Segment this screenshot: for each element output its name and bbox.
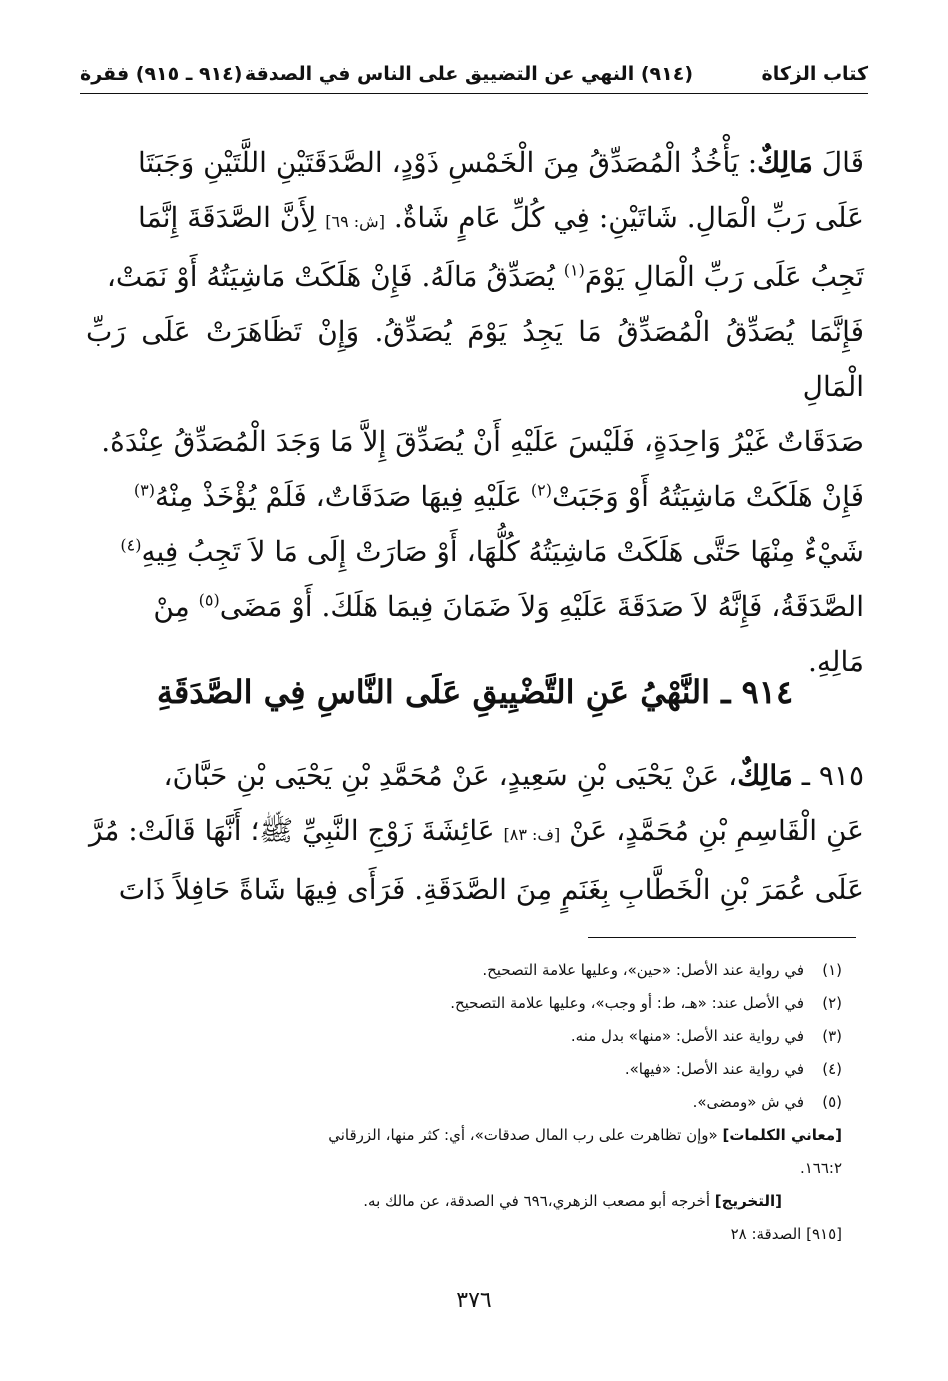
footnote-marker[interactable]: (٢) <box>530 480 552 500</box>
text-run: مِنْ <box>153 590 199 623</box>
text-run: عَلَيْهِ فِيهَا صَدَقَاتٌ، فَلَمْ يُؤْخَذْ مِنْهُ <box>154 480 531 513</box>
word-meanings-note <box>90 1119 842 1152</box>
header-chapter-title: (٩١٤) النهي عن التضييق على الناس في الصدقة <box>244 63 693 85</box>
text-run: عَائِشَةَ زَوْجِ النَّبِيِّ ﷺ؛ أَنَّهَا قَالَتْ: مُرَّ <box>88 814 504 847</box>
header-divider <box>80 93 868 94</box>
text-run: يُصَدِّقُ مَالَهُ. فَإِنْ هَلَكَتْ مَاشِيَتُهُ أَوْ نَمَتْ، <box>106 260 564 293</box>
text-run: قَالَ <box>812 146 864 179</box>
text-line <box>86 748 864 803</box>
hadith-paragraph <box>86 748 864 917</box>
text-run: تَجِبُ عَلَى رَبِّ الْمَالِ يَوْمَ <box>584 260 864 293</box>
text-line <box>86 190 864 249</box>
footnote-text: في رواية عند الأصل: «فيها». <box>624 1060 804 1078</box>
word-meanings-label: [معاني الكلمات] <box>722 1126 842 1144</box>
text-line: مَالِهِ. <box>808 645 864 678</box>
text-run: فَإِنْ هَلَكَتْ مَاشِيَتُهُ أَوْ وَجَبَتْ <box>551 480 864 513</box>
text-run: الصَّدَقَةُ، فَإِنَّهُ لاَ صَدَقَةَ عَلَيْهِ وَلاَ ضَمَانَ فِيمَا هَلَكَ. أَوْ مَضَى <box>219 590 864 623</box>
hadith-number: ٩١٥ ـ <box>792 759 864 792</box>
footnote-number: (٢) <box>822 994 842 1012</box>
text-line <box>86 249 864 304</box>
footnote-number: (٥) <box>822 1093 842 1111</box>
footnote-text: في رواية عند الأصل: «منها» بدل منه. <box>570 1027 804 1045</box>
footnote-text: في رواية عند الأصل: «حين»، وعليها علامة التصحيح. <box>482 961 804 979</box>
text-line <box>86 803 864 862</box>
footnote-item <box>90 1020 842 1053</box>
main-paragraph <box>86 135 864 689</box>
text-run: عَلَى رَبِّ الْمَالِ. شَاتَيْنِ: فِي كُلِّ عَامٍ شَاةٌ. <box>393 201 864 234</box>
text-run: : يَأْخُذُ الْمُصَدِّقُ مِنَ الْخَمْسِ ذَوْدٍ، الصَّدَقَتَيْنِ اللَّتَيْنِ وَجَبَتَا <box>137 146 758 179</box>
footnote-marker[interactable]: (١) <box>563 260 585 280</box>
takhrij-label: [التخريج] <box>714 1192 782 1210</box>
text-line <box>86 579 864 634</box>
narrator-name: مَالِكٌ <box>757 146 813 179</box>
header-book-title: كتاب الزكاة <box>761 63 868 85</box>
running-header <box>80 58 868 90</box>
word-meanings-continuation: ١٦٦:٢. <box>799 1159 842 1177</box>
footnote-text: في الأصل عند: «هـ، ط: أو وجب»، وعليها علامة التصحيح. <box>450 994 804 1012</box>
text-line: عَلَى عُمَرَ بْنِ الْخَطَّابِ بِغَنَمٍ مِنَ الصَّدَقَةِ. فَرَأَى فِيهَا شَاةً حَافِلاً ذَاتَ <box>118 873 864 906</box>
text-run: لِأَنَّ الصَّدَقَةَ إِنَّمَا <box>138 201 326 234</box>
footnote-number: (٤) <box>822 1060 842 1078</box>
text-line: صَدَقَاتٌ غَيْرُ وَاحِدَةٍ، فَلَيْسَ عَلَيْهِ أَنْ يُصَدِّقَ إِلاَّ مَا وَجَدَ الْمُصَدِّقُ عِنْدَهُ. <box>101 425 864 458</box>
takhrij-note <box>90 1185 842 1218</box>
word-meanings-text: «وإن تظاهرت على رب المال صدقات»، أي: كثر منها، الزرقاني <box>328 1126 723 1144</box>
text-line <box>86 135 864 190</box>
footnote-divider <box>588 937 856 938</box>
cross-reference: [٩١٥] الصدقة: ٢٨ <box>730 1225 842 1243</box>
text-run: شَيْءٌ مِنْهَا حَتَّى هَلَكَتْ مَاشِيَتُهُ كُلُّهَا، أَوْ صَارَتْ إِلَى مَا لاَ تَجِبُ فِيهِ <box>141 535 864 568</box>
footnote-number: (١) <box>822 961 842 979</box>
footnotes-section <box>90 954 842 1251</box>
footnote-number: (٣) <box>822 1027 842 1045</box>
text-run: عَنِ الْقَاسِمِ بْنِ مُحَمَّدٍ، عَنْ <box>569 814 864 847</box>
header-paragraph-range: (٩١٤ ـ ٩١٥) فقرة <box>80 63 243 85</box>
page-number: ٣٧٦ <box>456 1288 492 1313</box>
footnote-item <box>90 1086 842 1119</box>
footnote-marker[interactable]: (٥) <box>198 590 220 610</box>
text-line: فَإِنَّمَا يُصَدِّقُ الْمُصَدِّقُ مَا يَجِدُ يَوْمَ يُصَدِّقُ. وَإِنْ تَظَاهَرَتْ عَلَى رَبِّ الْمَالِ <box>86 315 864 403</box>
narrator-name: مَالِكٌ <box>737 759 793 792</box>
footnote-marker[interactable]: (٤) <box>120 535 142 555</box>
text-line <box>86 524 864 579</box>
footnote-item <box>90 987 842 1020</box>
takhrij-text: أخرجه أبو مصعب الزهري،٦٩٦ في الصدقة، عن مالك به. <box>363 1192 715 1210</box>
chapter-heading: ٩١٤ ـ النَّهْيُ عَنِ التَّضْيِيقِ عَلَى النَّاسِ فِي الصَّدَقَةِ <box>156 673 794 711</box>
text-line <box>86 469 864 524</box>
footnote-item <box>90 1053 842 1086</box>
footnote-text: في ش «ومضى». <box>692 1093 804 1111</box>
manuscript-reference: [ف: ٨٣] <box>503 825 561 844</box>
footnote-marker[interactable]: (٣) <box>133 480 155 500</box>
manuscript-reference: [ش: ٦٩] <box>325 212 385 231</box>
text-run: ، عَنْ يَحْيَى بْنِ سَعِيدٍ، عَنْ مُحَمَّدِ بْنِ يَحْيَى بْنِ حَبَّانَ، <box>163 759 738 792</box>
footnote-item <box>90 954 842 987</box>
